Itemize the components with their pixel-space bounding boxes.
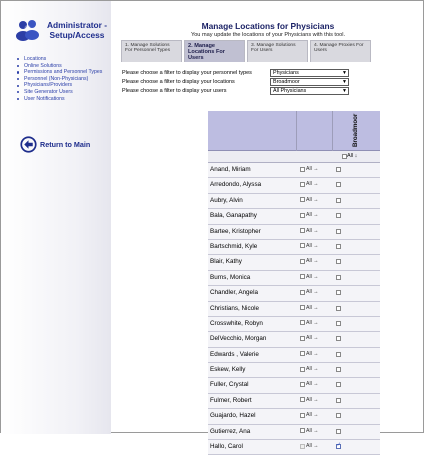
- tab-solutions-users[interactable]: 3. Manage Solutions For Users: [247, 40, 308, 62]
- row-all-label: All →: [306, 335, 319, 342]
- row-all-checkbox[interactable]: [300, 274, 305, 279]
- step-tabs: [121, 40, 373, 62]
- location-checkbox[interactable]: [336, 182, 341, 187]
- table-row: [208, 225, 380, 240]
- physician-name: Crosswhite, Robyn: [210, 319, 263, 327]
- row-all-checkbox[interactable]: [300, 213, 305, 218]
- row-all-label: All →: [306, 304, 319, 311]
- page-title: Manage Locations for Physicians: [201, 21, 335, 31]
- select-all-row[interactable]: [300, 212, 318, 218]
- location-select[interactable]: Broadmoor ▼: [270, 78, 349, 86]
- physician-name: Chandler, Angela: [210, 289, 258, 297]
- nav-permissions[interactable]: Permissions and Personnel Types: [17, 69, 111, 75]
- row-all-checkbox[interactable]: [300, 444, 305, 449]
- row-all-checkbox[interactable]: [300, 367, 305, 372]
- select-all-row[interactable]: [300, 428, 318, 434]
- physician-name: Arredondo, Alyssa: [210, 181, 262, 189]
- sidebar: [1, 1, 111, 434]
- row-all-label: All →: [306, 427, 319, 434]
- physician-name: Hallo, Carol: [210, 443, 243, 451]
- grid-rows: [208, 163, 380, 455]
- table-row: [208, 363, 380, 378]
- row-all-checkbox[interactable]: [300, 182, 305, 187]
- row-all-checkbox[interactable]: [300, 397, 305, 402]
- table-row: [208, 163, 380, 178]
- select-all-row[interactable]: [300, 166, 318, 172]
- select-all-row[interactable]: [300, 381, 318, 387]
- table-row: [208, 240, 380, 255]
- select-all-row[interactable]: [300, 289, 318, 295]
- row-all-label: All →: [306, 396, 319, 403]
- physician-name: Fuller, Crystal: [210, 381, 249, 389]
- physician-name: Bartee, Kristopher: [210, 227, 261, 235]
- chevron-down-icon: ▼: [342, 78, 347, 85]
- return-label: Return to Main: [40, 140, 91, 149]
- table-row: [208, 209, 380, 224]
- select-all-row[interactable]: [300, 274, 318, 280]
- select-all-row[interactable]: [300, 181, 318, 187]
- table-row: [208, 348, 380, 363]
- row-all-label: All →: [306, 443, 319, 450]
- admin-title: Administrator - Setup/Access: [46, 20, 108, 40]
- filter-users-row: [122, 86, 349, 95]
- filter-users-label: Please choose a filter to display your users: [122, 87, 227, 94]
- physician-name: Aubry, Alvin: [210, 196, 243, 204]
- row-all-label: All →: [306, 350, 319, 357]
- select-all-row[interactable]: [300, 243, 318, 249]
- table-row: [208, 317, 380, 332]
- table-row: [208, 286, 380, 301]
- page-subtitle: You may update the locations of your Physicians with this tool.: [190, 32, 346, 38]
- physician-name: Edwards , Valerie: [210, 350, 259, 358]
- location-checkbox[interactable]: [336, 259, 341, 264]
- table-row: [208, 394, 380, 409]
- select-all-row[interactable]: [300, 397, 318, 403]
- tab-proxies-users[interactable]: 4. Manage Proxies For Users: [310, 40, 371, 62]
- row-all-checkbox[interactable]: [300, 305, 305, 310]
- select-all-row[interactable]: [300, 197, 318, 203]
- row-all-checkbox[interactable]: [300, 259, 305, 264]
- select-all-row[interactable]: [300, 412, 318, 418]
- nav-online-solutions[interactable]: Online Solutions: [17, 63, 111, 69]
- return-to-main-link[interactable]: [20, 136, 90, 153]
- return-arrow-icon: [20, 136, 37, 153]
- select-all-row[interactable]: [300, 258, 318, 264]
- table-row: [208, 440, 380, 455]
- row-all-checkbox[interactable]: [300, 428, 305, 433]
- table-row: [208, 255, 380, 270]
- nav-site-generator-users[interactable]: Site Generator Users: [17, 89, 111, 95]
- location-column-header: Broadmoor: [352, 113, 359, 147]
- location-checkbox[interactable]: [336, 275, 341, 280]
- physician-name: Christians, Nicole: [210, 304, 259, 312]
- physician-name: Bartschmid, Kyle: [210, 242, 258, 250]
- row-all-label: All →: [306, 412, 319, 419]
- physician-name: Anand, Miriam: [210, 166, 251, 173]
- physician-name: Fulmer, Robert: [210, 396, 252, 404]
- table-row: [208, 378, 380, 393]
- location-checkbox[interactable]: [336, 198, 341, 203]
- row-all-checkbox[interactable]: [300, 382, 305, 387]
- location-checkbox[interactable]: [336, 306, 341, 311]
- row-all-label: All →: [306, 319, 319, 326]
- users-select[interactable]: All Physicians ▼: [270, 87, 349, 95]
- personnel-type-select[interactable]: Physicians ▼: [270, 69, 349, 77]
- row-all-checkbox[interactable]: [300, 290, 305, 295]
- row-all-label: All →: [306, 181, 319, 188]
- row-all-label: All →: [306, 289, 319, 296]
- location-checkbox[interactable]: [336, 429, 341, 434]
- row-all-checkbox[interactable]: [300, 413, 305, 418]
- location-checkbox[interactable]: [336, 367, 341, 372]
- select-all-row[interactable]: [300, 320, 318, 326]
- location-checkbox[interactable]: [336, 167, 341, 172]
- filter-location-row: [122, 77, 349, 86]
- select-all-row[interactable]: [300, 228, 318, 234]
- table-row: [208, 332, 380, 347]
- location-checkbox[interactable]: [336, 382, 341, 387]
- side-nav: [17, 56, 111, 102]
- location-checkbox[interactable]: [336, 336, 341, 341]
- location-checkbox[interactable]: [336, 444, 341, 449]
- table-row: [208, 194, 380, 209]
- nav-personnel[interactable]: Personnel (Non-Physicians): [17, 76, 111, 82]
- row-all-label: All →: [306, 212, 319, 219]
- physician-name: Gutierrez, Ana: [210, 427, 251, 435]
- select-all-row[interactable]: [300, 335, 318, 341]
- tab-solutions-personnel[interactable]: 1. Manage Solutions For Personnel Types: [121, 40, 182, 62]
- select-all-row[interactable]: [300, 305, 318, 311]
- location-checkbox[interactable]: [336, 290, 341, 295]
- location-checkbox[interactable]: [336, 413, 341, 418]
- physician-name: Bala, Ganapathy: [210, 212, 257, 220]
- location-checkbox[interactable]: [336, 229, 341, 234]
- row-all-label: All →: [306, 196, 319, 203]
- nav-physicians[interactable]: Physicians/Providers: [17, 82, 111, 88]
- row-all-label: All →: [306, 227, 319, 234]
- physician-name: Blair, Kathy: [210, 258, 242, 266]
- table-row: [208, 425, 380, 440]
- row-all-checkbox[interactable]: [300, 336, 305, 341]
- row-all-checkbox[interactable]: [300, 197, 305, 202]
- people-logo-icon: [15, 19, 41, 41]
- table-row: [208, 302, 380, 317]
- table-row: [208, 271, 380, 286]
- row-all-checkbox[interactable]: [300, 320, 305, 325]
- nav-locations[interactable]: Locations: [17, 56, 111, 62]
- row-all-label: All →: [306, 381, 319, 388]
- location-checkbox[interactable]: [336, 398, 341, 403]
- row-all-label: All →: [306, 166, 319, 172]
- row-all-label: All →: [306, 273, 319, 280]
- filter-personnel-row: [122, 68, 349, 77]
- select-all-row[interactable]: [300, 366, 318, 372]
- location-checkbox[interactable]: [336, 244, 341, 249]
- row-all-checkbox[interactable]: [300, 167, 305, 172]
- select-all-column[interactable]: All ↓: [342, 153, 357, 159]
- row-all-checkbox[interactable]: [300, 351, 305, 356]
- location-checkbox[interactable]: [336, 321, 341, 326]
- physician-name: Eskew, Kelly: [210, 366, 246, 374]
- location-checkbox[interactable]: [336, 213, 341, 218]
- row-all-checkbox[interactable]: [300, 243, 305, 248]
- location-checkbox[interactable]: [336, 352, 341, 357]
- select-all-row[interactable]: [300, 351, 318, 357]
- chevron-down-icon: ▼: [342, 87, 347, 94]
- grid-subheader: [208, 151, 380, 163]
- row-all-label: All →: [306, 242, 319, 249]
- physician-name: Guajardo, Hazel: [210, 412, 256, 420]
- nav-user-notifications[interactable]: User Notifications: [17, 96, 111, 102]
- table-row: [208, 409, 380, 424]
- physician-name: DelVecchio, Morgan: [210, 335, 267, 343]
- chevron-down-icon: ▼: [342, 69, 347, 76]
- row-all-label: All →: [306, 258, 319, 265]
- tab-locations-users[interactable]: 2. Manage Locations For Users: [184, 40, 245, 62]
- filter-personnel-label: Please choose a filter to display your personnel types: [122, 69, 252, 76]
- locations-grid: [208, 111, 380, 451]
- filter-location-label: Please choose a filter to display your locations: [122, 78, 235, 85]
- table-row: [208, 178, 380, 193]
- physician-name: Burns, Monica: [210, 273, 251, 281]
- row-all-checkbox[interactable]: [300, 228, 305, 233]
- select-all-row[interactable]: [300, 443, 318, 449]
- row-all-label: All →: [306, 366, 319, 373]
